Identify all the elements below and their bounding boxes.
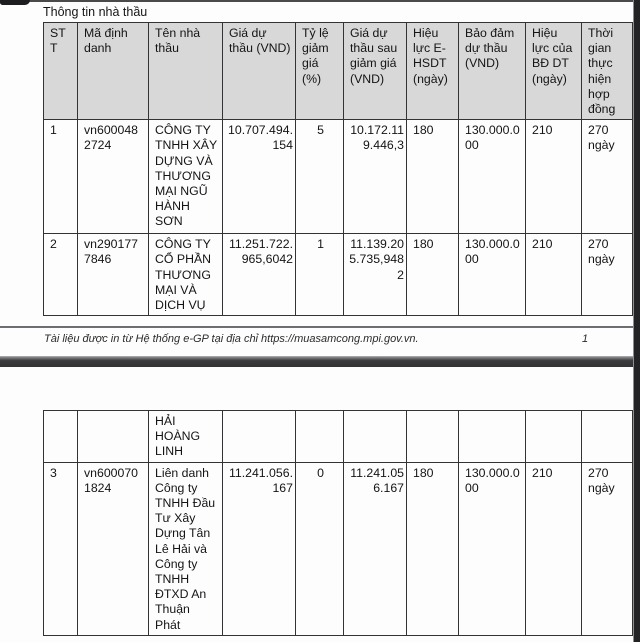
table-cell bbox=[223, 411, 296, 463]
table-cell: 270 ngày bbox=[582, 462, 633, 635]
viewer-top-left-artifact bbox=[0, 0, 30, 5]
table-cell: 180 bbox=[407, 120, 459, 234]
table-cell: 5 bbox=[296, 120, 344, 234]
column-header: Mã định danh bbox=[78, 23, 149, 120]
table-cell bbox=[407, 411, 459, 463]
table-cell bbox=[582, 411, 633, 463]
table-row bbox=[44, 411, 633, 463]
table-cell: 11.241.056.167 bbox=[223, 462, 296, 635]
table-cell: 130.000.000 bbox=[459, 120, 526, 234]
contractor-table-page1 bbox=[43, 22, 633, 316]
table-cell: HẢI HOÀNG LINH bbox=[149, 411, 223, 463]
section-title: Thông tin nhà thầu bbox=[43, 5, 148, 19]
table-cell: 10.707.494.154 bbox=[223, 120, 296, 234]
column-header: Tỷ lệ giảm giá (%) bbox=[296, 23, 344, 120]
table-cell: 270 ngày bbox=[582, 234, 633, 316]
page-separator-bar bbox=[0, 356, 640, 367]
column-header: Giá dự thầu (VND) bbox=[223, 23, 296, 120]
table-cell: vn6000482724 bbox=[78, 120, 149, 234]
table-cell bbox=[459, 411, 526, 463]
table-cell: Liên danh Công ty TNHH Đầu Tư Xây Dựng Tân Lê Hải và Công ty TNHH ĐTXD An Thuận Phát bbox=[149, 462, 223, 635]
table-cell: 210 bbox=[526, 462, 582, 635]
column-header: Thời gian thực hiện hợp đồng bbox=[582, 23, 633, 120]
table-cell bbox=[296, 411, 344, 463]
table-cell: vn2901777846 bbox=[78, 234, 149, 316]
table-cell bbox=[344, 411, 407, 463]
table-cell: 210 bbox=[526, 120, 582, 234]
pdf-page-2 bbox=[0, 367, 640, 642]
table-cell bbox=[526, 411, 582, 463]
column-header: Giá dự thầu sau giảm giá (VND) bbox=[344, 23, 407, 120]
table-cell: 2 bbox=[44, 234, 78, 316]
table-cell: 0 bbox=[296, 462, 344, 635]
column-header: Hiệu lực của BĐ DT (ngày) bbox=[526, 23, 582, 120]
column-header: STT bbox=[44, 23, 78, 120]
column-header: Bảo đảm dự thầu (VND) bbox=[459, 23, 526, 120]
page-footer-divider bbox=[0, 326, 634, 328]
table-cell: vn6000701824 bbox=[78, 462, 149, 635]
table-cell: 180 bbox=[407, 234, 459, 316]
table-cell: CÔNG TY TNHH XÂY DỰNG VÀ THƯƠNG MẠI NGŨ HÀNH SƠN bbox=[149, 120, 223, 234]
page-number: 1 bbox=[581, 333, 589, 345]
table-cell: 180 bbox=[407, 462, 459, 635]
table-cell: 270 ngày bbox=[582, 120, 633, 234]
table-cell: 3 bbox=[44, 462, 78, 635]
viewer-right-edge bbox=[633, 0, 640, 642]
viewer-top-edge bbox=[0, 0, 640, 2]
table-cell: CÔNG TY CỔ PHẦN THƯƠNG MẠI VÀ DỊCH VỤ bbox=[149, 234, 223, 316]
table-cell: 11.139.205.735,9482 bbox=[344, 234, 407, 316]
table-cell: 10.172.119.446,3 bbox=[344, 120, 407, 234]
table-cell: 1 bbox=[44, 120, 78, 234]
page-footer-text: Tài liệu được in từ Hệ thống e-GP tại địa chỉ https://muasamcong.mpi.gov.vn. bbox=[44, 333, 419, 345]
table-cell: 1 bbox=[296, 234, 344, 316]
column-header: Tên nhà thầu bbox=[149, 23, 223, 120]
contractor-table-page2 bbox=[43, 410, 633, 636]
table-cell: 130.000.000 bbox=[459, 462, 526, 635]
table-row bbox=[44, 120, 633, 234]
table-cell: 210 bbox=[526, 234, 582, 316]
table-row bbox=[44, 462, 633, 635]
table-cell bbox=[78, 411, 149, 463]
table-header-row bbox=[44, 23, 633, 120]
table-row bbox=[44, 234, 633, 316]
table-cell: 11.241.056.167 bbox=[344, 462, 407, 635]
table-cell: 130.000.000 bbox=[459, 234, 526, 316]
column-header: Hiệu lực E-HSDT (ngày) bbox=[407, 23, 459, 120]
table-cell bbox=[44, 411, 78, 463]
table-cell: 11.251.722.965,6042 bbox=[223, 234, 296, 316]
